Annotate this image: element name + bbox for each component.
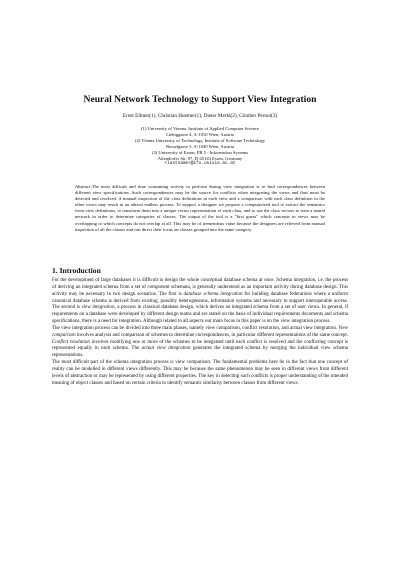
paragraph: The most difficult part of the schema integration process is view comparison. The fundamental problems here lie in the fact that one concept of reality can be modelled in different views differently. This may be because the same phenomenon may be seen in different views from different levels of abstraction or may be represented by using different properties. The key in detecting such conflicts is proper understanding of the intended meaning of object classes and based on certain criteria to identify semantic similarity between classes from different views. <box>52 360 348 386</box>
affiliation-line: Resselgasse 3, A-1040 Wien, Austria <box>166 143 234 149</box>
emphasis: actual view integration <box>141 346 191 352</box>
affiliation-line: (3) University of Essen, FB 5 - Information Systems <box>151 149 249 155</box>
emphasis: database schema integration <box>183 291 243 297</box>
affiliation-line: (1) University of Vienna, Institute of Applied Computer Science <box>141 126 259 131</box>
text-run: , a process in classical database design, which derives an integrated schema from a set of user views. In general, if requirements on a database were developed by different design teams and are stated on the basis of individual requirements documents and schema specifications, there is a need for integration. Although related to all aspects our main focus in this paper is on the view integration process. <box>52 305 349 325</box>
affiliation-line: (2) Vienna University of Technology, Institute of Software Technology <box>134 137 266 143</box>
author-email: <lastname>@ifs.univie.ac.at <box>164 161 236 167</box>
text-run: The view integration process can be divided into three main phases, namely view comparison, conflict resolution, and actual view integration. <box>52 325 339 331</box>
emphasis: Conflict resolution <box>52 339 90 345</box>
body-text <box>52 278 348 388</box>
affiliations <box>60 126 340 167</box>
affiliation-line: Altendorfer Str. 97, D-45143 Essen, Germany <box>157 155 243 161</box>
author-list: Ernst Ellmer(1), Christian Huemer(1), Dieter Merkl(2), Günther Pernul(3) <box>122 113 278 119</box>
paper-title: Neural Network Technology to Support View Integration <box>83 94 317 105</box>
emphasis: View comparison <box>52 325 348 338</box>
abstract-text: The most difficult and time consuming activity to perform during view integration is to find correspondences between different view specifications. Such correspondences may be the source for conflicts when integrating the views and thus must be detected and resolved. A manual inspection of the class definitions in each view and a comparison with each class definition in the other views may result in an almost endless process. To support a designer we propose a computerized tool to extract the semantics from view definitions, to transform them into a unique vector representation of each class, and to use the class vectors to train a neural network in order to determine categories of classes. The output of the tool is a "first guess" which concepts in views may be overlapping or which concepts do not overlap at all. This may be of tremendous value because the designers are relieved from manual inspection of all the classes and can direct their focus on classes grouped into the same category. <box>75 184 325 232</box>
section-heading: 1. Introduction <box>52 266 101 275</box>
text-run: involves modifying one or more of the schemes to be integrated until each conflict is resolved and the conflicting concept is represented equally in each schema. The <box>52 339 348 352</box>
text-run: for building database federations where a uniform canonical database schema is derived from existing, possibly heterogeneous, information systems and necessary to support interoperable access. The second is <box>52 291 348 311</box>
emphasis: view integration <box>81 305 115 311</box>
text-run: For the development of large databases it is difficult to design the whole conceptual database schema at once. Schema integration, i.e. the process of deriving an integrated schema from a set of component schemata, is generally understood as an important activity during database design. This activity may be necessary in two design scenarios. The first is <box>52 278 348 297</box>
affiliation-line: Liebiggasse 4, A-1010 Wien, Austria <box>166 131 234 137</box>
text-run: generates the integrated schema by merging the individual view schema representations. <box>52 346 349 359</box>
abstract <box>75 184 325 233</box>
abstract-label: Abstract. <box>75 184 92 189</box>
paragraph <box>52 326 348 360</box>
text-run: involves analysis and comparison of schemes to determine correspondences, in particular different representations of the same concept. <box>75 332 348 338</box>
paragraph <box>52 278 348 326</box>
